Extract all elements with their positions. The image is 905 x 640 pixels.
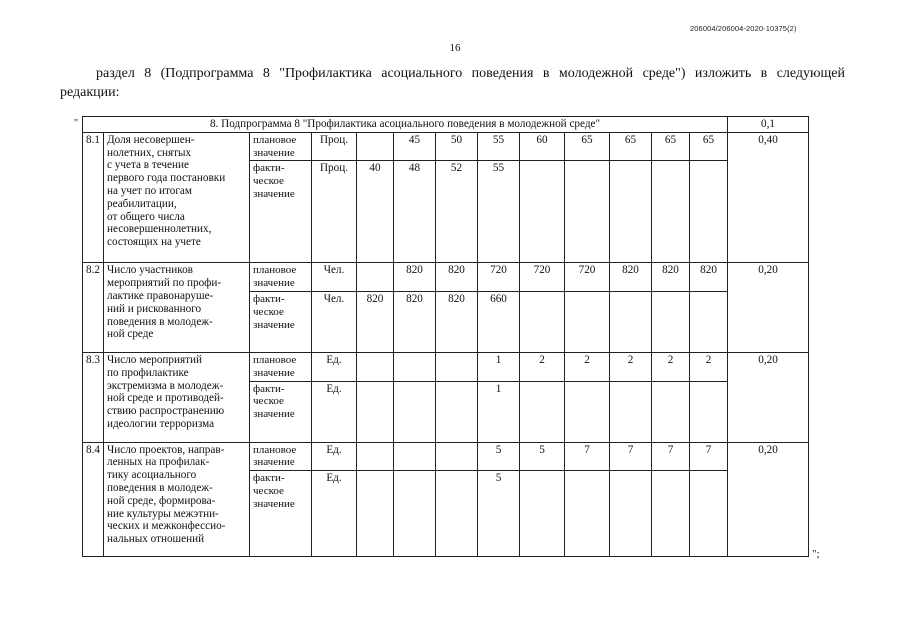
fact-value: 48: [394, 161, 436, 263]
plan-value: 5: [478, 442, 520, 471]
fact-value: [357, 381, 394, 442]
fact-value: 820: [436, 291, 478, 352]
plan-value: 7: [690, 442, 728, 471]
fact-value: [652, 161, 690, 263]
plan-value: 820: [690, 263, 728, 292]
plan-value: [436, 352, 478, 381]
plan-value: 2: [520, 352, 565, 381]
intro-line-1: раздел 8 (Подпрограмма 8 "Профилактика асоциального поведения в молодежной среде") изложить в следующей: [96, 66, 845, 81]
indicator-weight: 0,40: [728, 132, 809, 263]
fact-label: факти- ческое значение: [250, 381, 312, 442]
plan-label: плановое значение: [250, 352, 312, 381]
fact-value: 5: [478, 471, 520, 557]
indicator-name: Доля несовершен- нолетних, снятых с учета в течение первого года постановки на учет по итогам реабилитации, от общего числа несовершеннолетних, состоящих на учете: [104, 132, 250, 263]
plan-value: 65: [610, 132, 652, 161]
fact-value: 55: [478, 161, 520, 263]
fact-value: [436, 381, 478, 442]
fact-value: 820: [394, 291, 436, 352]
plan-value: [357, 352, 394, 381]
subprogram-weight: 0,1: [728, 117, 809, 133]
plan-value: 65: [690, 132, 728, 161]
indicator-name: Число участников мероприятий по профи- лактике правонаруше- ний и рискованного поведения в молодеж- ной среде: [104, 263, 250, 353]
fact-value: [394, 381, 436, 442]
plan-value: 50: [436, 132, 478, 161]
plan-value: 65: [565, 132, 610, 161]
document-id: 206004/206004-2020-10375(2): [690, 24, 797, 33]
fact-unit: Ед.: [312, 471, 357, 557]
table-row: [83, 132, 809, 161]
plan-value: [436, 442, 478, 471]
plan-value: 7: [565, 442, 610, 471]
indicator-number: 8.2: [83, 263, 104, 353]
indicator-number: 8.4: [83, 442, 104, 557]
plan-value: [357, 263, 394, 292]
fact-unit: Ед.: [312, 381, 357, 442]
plan-value: [357, 132, 394, 161]
fact-value: [610, 471, 652, 557]
fact-value: 660: [478, 291, 520, 352]
plan-unit: Ед.: [312, 442, 357, 471]
plan-value: 45: [394, 132, 436, 161]
plan-value: 720: [478, 263, 520, 292]
fact-value: [436, 471, 478, 557]
opening-quote: ": [74, 118, 79, 129]
fact-value: [652, 471, 690, 557]
fact-label: факти- ческое значение: [250, 471, 312, 557]
fact-value: 40: [357, 161, 394, 263]
fact-value: 820: [357, 291, 394, 352]
fact-value: [565, 471, 610, 557]
table-row: [83, 263, 809, 292]
intro-paragraph: [60, 64, 845, 102]
plan-value: [394, 352, 436, 381]
plan-value: 1: [478, 352, 520, 381]
plan-value: 5: [520, 442, 565, 471]
indicator-number: 8.3: [83, 352, 104, 442]
plan-value: 720: [520, 263, 565, 292]
fact-value: [690, 291, 728, 352]
subprogram-table: [82, 116, 809, 557]
fact-label: факти- ческое значение: [250, 291, 312, 352]
plan-unit: Проц.: [312, 132, 357, 161]
indicator-number: 8.1: [83, 132, 104, 263]
fact-value: [520, 161, 565, 263]
indicator-weight: 0,20: [728, 263, 809, 353]
plan-label: плановое значение: [250, 132, 312, 161]
fact-value: [520, 381, 565, 442]
fact-value: [565, 161, 610, 263]
plan-unit: Ед.: [312, 352, 357, 381]
plan-label: плановое значение: [250, 263, 312, 292]
plan-value: 65: [652, 132, 690, 161]
intro-line-2: редакции:: [60, 85, 120, 100]
plan-value: 2: [690, 352, 728, 381]
fact-value: 52: [436, 161, 478, 263]
plan-unit: Чел.: [312, 263, 357, 292]
plan-value: 7: [610, 442, 652, 471]
plan-value: [394, 442, 436, 471]
fact-value: [690, 161, 728, 263]
plan-value: 720: [565, 263, 610, 292]
fact-value: [610, 291, 652, 352]
table-row: [83, 352, 809, 381]
plan-value: 2: [652, 352, 690, 381]
table-header-row: [83, 117, 809, 133]
fact-value: [652, 381, 690, 442]
fact-value: 1: [478, 381, 520, 442]
plan-value: [357, 442, 394, 471]
fact-value: [652, 291, 690, 352]
plan-value: 820: [436, 263, 478, 292]
table-row: [83, 442, 809, 471]
fact-value: [357, 471, 394, 557]
fact-value: [610, 381, 652, 442]
fact-value: [690, 381, 728, 442]
indicator-name: Число проектов, направ- ленных на профилак- тику асоциального поведения в молодеж- ной среде, формирова- ние культуры межэтни- ческих и межконфессио- нальных отношений: [104, 442, 250, 557]
fact-label: факти- ческое значение: [250, 161, 312, 263]
plan-value: 55: [478, 132, 520, 161]
fact-value: [610, 161, 652, 263]
fact-value: [565, 381, 610, 442]
plan-value: 820: [610, 263, 652, 292]
indicator-weight: 0,20: [728, 352, 809, 442]
fact-unit: Проц.: [312, 161, 357, 263]
fact-value: [565, 291, 610, 352]
indicator-name: Число мероприятий по профилактике экстремизма в молодеж- ной среде и противодей- ствию распространению идеологии терроризма: [104, 352, 250, 442]
plan-value: 60: [520, 132, 565, 161]
plan-value: 2: [565, 352, 610, 381]
subprogram-title: 8. Подпрограмма 8 "Профилактика асоциального поведения в молодежной среде": [83, 117, 728, 133]
closing-quote: ";: [812, 548, 820, 560]
fact-unit: Чел.: [312, 291, 357, 352]
fact-value: [394, 471, 436, 557]
plan-value: 7: [652, 442, 690, 471]
plan-value: 2: [610, 352, 652, 381]
page-number: 16: [449, 42, 461, 54]
plan-label: плановое значение: [250, 442, 312, 471]
plan-value: 820: [652, 263, 690, 292]
fact-value: [520, 291, 565, 352]
indicator-weight: 0,20: [728, 442, 809, 557]
fact-value: [690, 471, 728, 557]
fact-value: [520, 471, 565, 557]
plan-value: 820: [394, 263, 436, 292]
